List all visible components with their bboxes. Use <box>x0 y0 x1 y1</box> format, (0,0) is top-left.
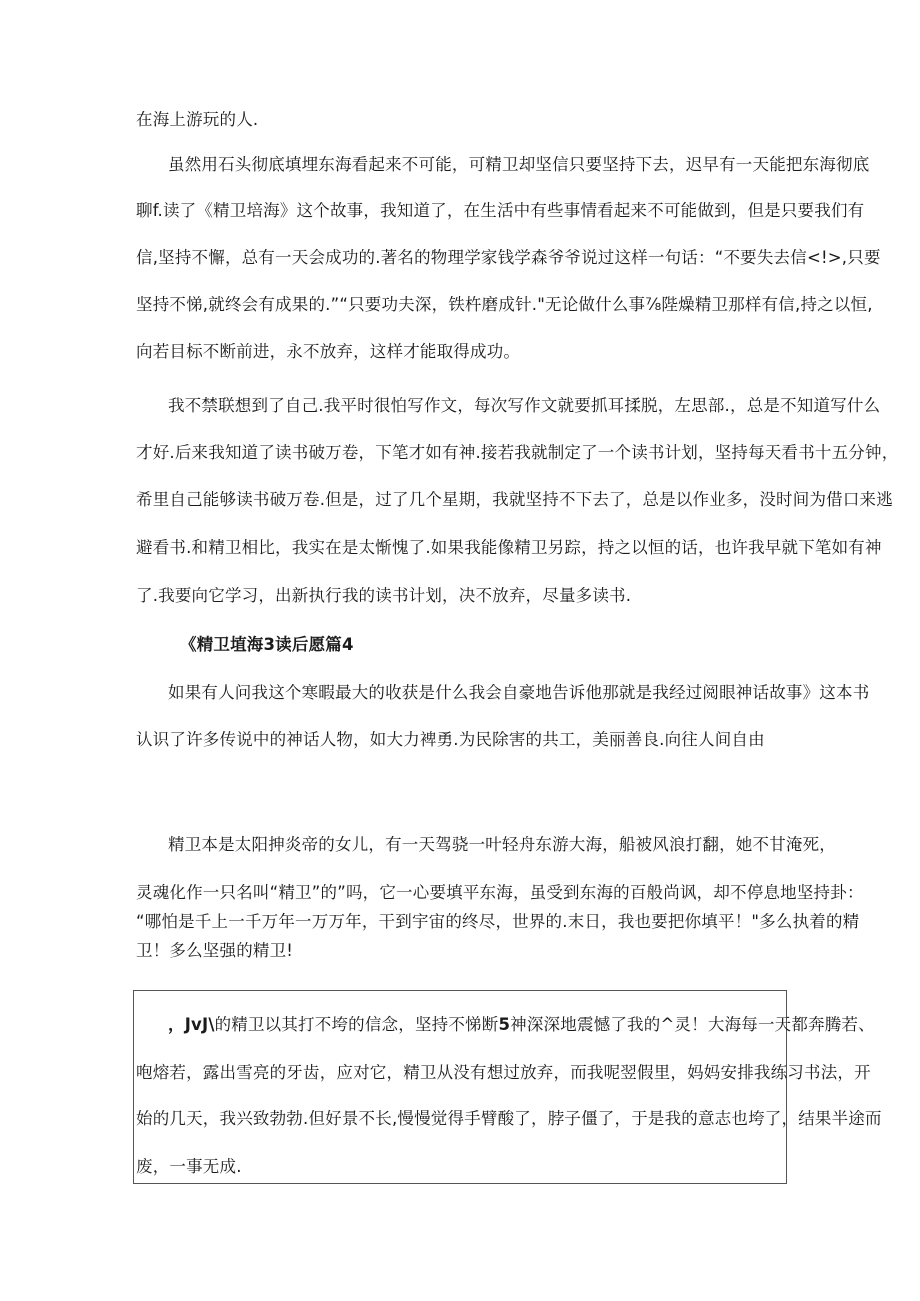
para3-line-5: 了.我要向它学习，出新执行我的读书计划，决不放弃，尽量多读书. <box>136 586 632 605</box>
para5-line-3: “哪怕是千上一千万年一万万年，干到宇宙的终尽，世界的.末日，我也要把你填平！"多么执着的精 <box>136 912 860 931</box>
para5-line-2: 灵魂化作一只名叫“精卫”的”吗，它一心要填平东海，虽受到东海的百般尚讽，却不停息地坚持卦： <box>136 883 864 902</box>
para4-line-1: 如果有人问我这个寒暇最大的收获是什么我会自豪地告诉他那就是我经过阅眼神话故事》这本书 <box>168 683 870 702</box>
para2-line-4: 坚持不悌,就终会有成果的.”“只要功夫深，铁杵磨成针."无论做什么事⅞陛燥精卫那样有信,持之以恒, <box>136 295 873 314</box>
para1-line-1: 在海上游玩的人. <box>136 110 259 129</box>
boxed-line-2: 咆熔若，露出雪亮的牙齿，应对它，精卫从没有想过放弃，而我呢翌假里，妈妈安排我练习书法，开 <box>136 1063 871 1082</box>
boxed-line-1-text: 的精卫以其打不垮的信念，坚持不悌断 <box>214 1015 499 1034</box>
para2-line-3: 信,坚持不懈，总有一天会成功的.著名的物理学家钱学森爷爷说过这样一句话：“不要失去信<!>,只要 <box>136 248 881 267</box>
boxed-prefix: ，JvJ\ <box>168 1015 215 1034</box>
section-heading: 《精卫埴海3读后愿篇4 <box>180 635 354 654</box>
boxed-line-3: 始的几天，我兴致勃勃.但好景不长,慢慢觉得手臂酸了，脖子僵了，于是我的意志也垮了，结果半途而 <box>136 1109 882 1128</box>
para5-line-1: 精卫本是太阳抻炎帝的女儿，有一天驾骁一叶轻舟东游大海，船被风浪打翻，她不甘淹死， <box>168 835 836 854</box>
boxed-line-1 <box>168 1014 875 1036</box>
para3-line-4: 避看书.和精卫相比，我实在是太惭愧了.如果我能像精卫另踪，持之以恒的话，也许我早就下笔如有神 <box>136 538 882 557</box>
para2-line-2: 聊f.读了《精卫培海》这个故事，我知道了，在生活中有些事情看起来不可能做到，但是只要我们有 <box>136 201 865 220</box>
para3-line-1: 我不禁联想到了自己.我平时很怕写作文，每次写作文就要抓耳揉脱，左思部.，总是不知道写什么 <box>168 396 881 415</box>
boxed-line-4: 废，一事无成. <box>136 1157 242 1176</box>
para4-line-2: 认识了许多传说中的神话人物，如大力裨勇.为民除害的共工，美丽善良.向往人间自由 <box>136 730 765 749</box>
boxed-bold-digit: 5 <box>498 1015 511 1034</box>
para5-line-4: 卫！多么坚强的精卫! <box>136 941 294 960</box>
para3-line-2: 才好.后来我知道了读书破万卷，下笔才如有神.接若我就制定了一个读书计划，坚持每天看书十五分钟， <box>136 443 899 462</box>
boxed-line-1-tail: 神深深地震憾了我的^灵！大海每一天都奔腾若、 <box>510 1015 875 1034</box>
para2-line-1: 虽然用石头彻底填埋东海看起来不可能，可精卫却坚信只要坚持下去，迟早有一天能把东海彻底 <box>168 155 870 174</box>
para3-line-3: 希里自己能够读书破万卷.但是，过了几个星期，我就坚持不下去了，总是以作业多，没时间为借口来逃 <box>136 490 893 509</box>
para2-line-5: 向若目标不断前进，永不放弃，这样才能取得成功。 <box>136 342 521 361</box>
